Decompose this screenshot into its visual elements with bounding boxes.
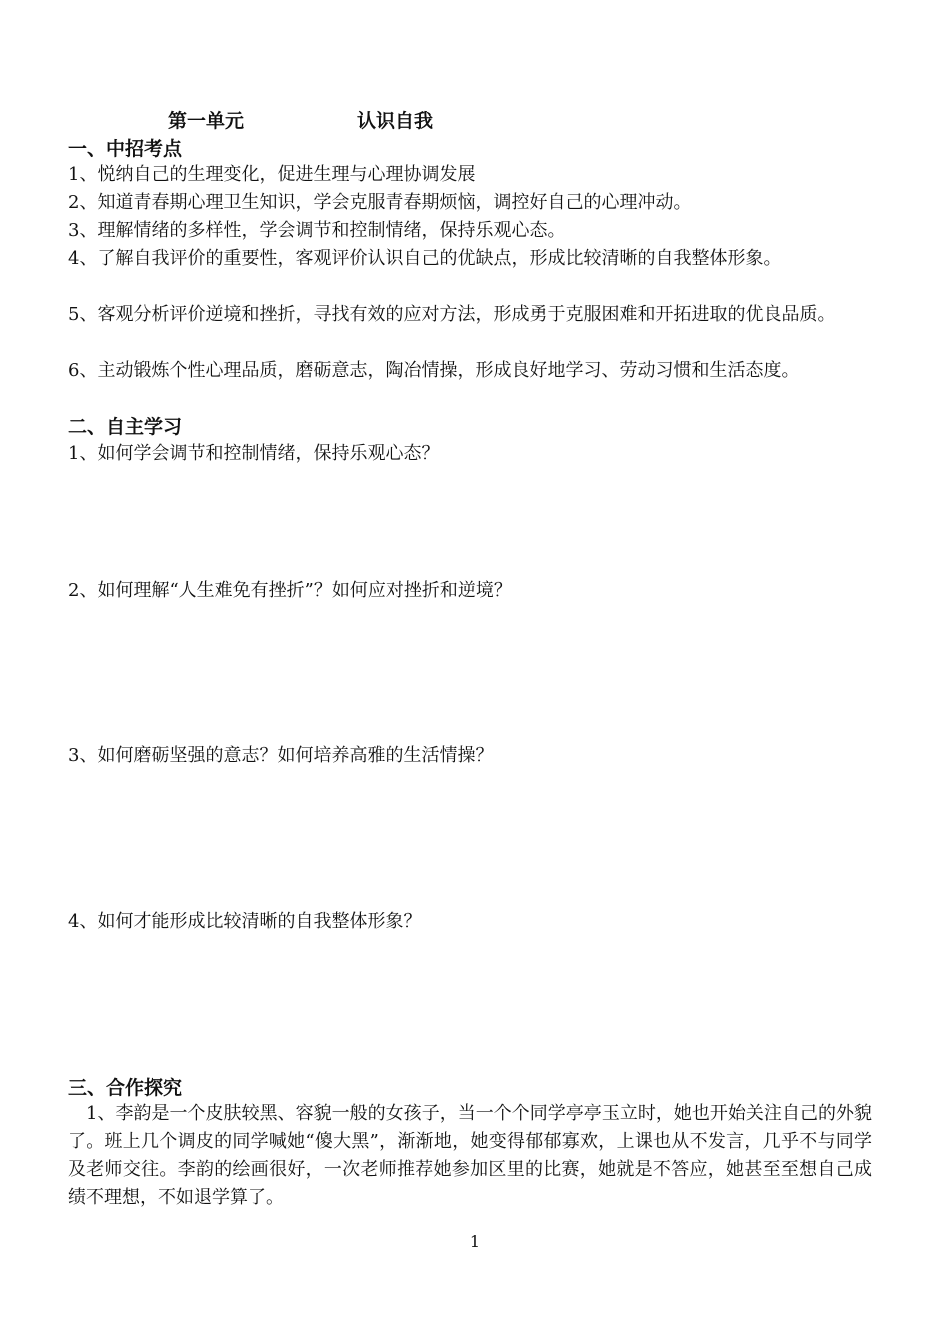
section-heading-exam-points: 一、中招考点 xyxy=(68,138,183,160)
unit-topic: 认识自我 xyxy=(357,110,434,132)
unit-title xyxy=(0,106,950,134)
exam-point-1: 1、悦纳自己的生理变化，促进生理与心理协调发展 xyxy=(68,164,476,185)
exam-point-6: 6、主动锻炼个性心理品质，磨砺意志，陶冶情操，形成良好地学习、劳动习惯和生活态度。 xyxy=(68,360,800,381)
exam-point-4: 4、了解自我评价的重要性，客观评价认识自己的优缺点，形成比较清晰的自我整体形象。 xyxy=(68,248,782,269)
exam-point-3: 3、理解情绪的多样性，学会调节和控制情绪，保持乐观心态。 xyxy=(68,220,566,241)
section-heading-cooperation: 三、合作探究 xyxy=(68,1077,183,1099)
page-number: 1 xyxy=(469,1232,481,1251)
study-question-3: 3、如何磨砺坚强的意志？如何培养高雅的生活情操？ xyxy=(68,745,494,766)
exam-point-5: 5、客观分析评价逆境和挫折，寻找有效的应对方法，形成勇于克服困难和开拓进取的优良品质。 xyxy=(68,304,836,325)
study-question-4: 4、如何才能形成比较清晰的自我整体形象？ xyxy=(68,911,422,932)
exam-point-2: 2、知道青春期心理卫生知识，学会克服青春期烦恼，调控好自己的心理冲动。 xyxy=(68,192,692,213)
study-question-2: 2、如何理解“人生难免有挫折”？如何应对挫折和逆境？ xyxy=(68,580,512,601)
study-question-1: 1、如何学会调节和控制情绪，保持乐观心态？ xyxy=(68,443,440,464)
section-heading-self-study: 二、自主学习 xyxy=(68,416,183,438)
case-paragraph: 1、李韵是一个皮肤较黑、容貌一般的女孩子，当一个个同学亭亭玉立时，她也开始关注自己的外貌了。班上几个调皮的同学喊她“傻大黑”，渐渐地，她变得郁郁寡欢，上课也从不发言，几乎不与同学及老师交往。李韵的绘画很好，一次老师推荐她参加区里的比赛，她就是不答应，她甚至至想自己成绩不理想，不如退学算了。 xyxy=(68,1103,872,1208)
unit-label: 第一单元 xyxy=(168,110,245,132)
